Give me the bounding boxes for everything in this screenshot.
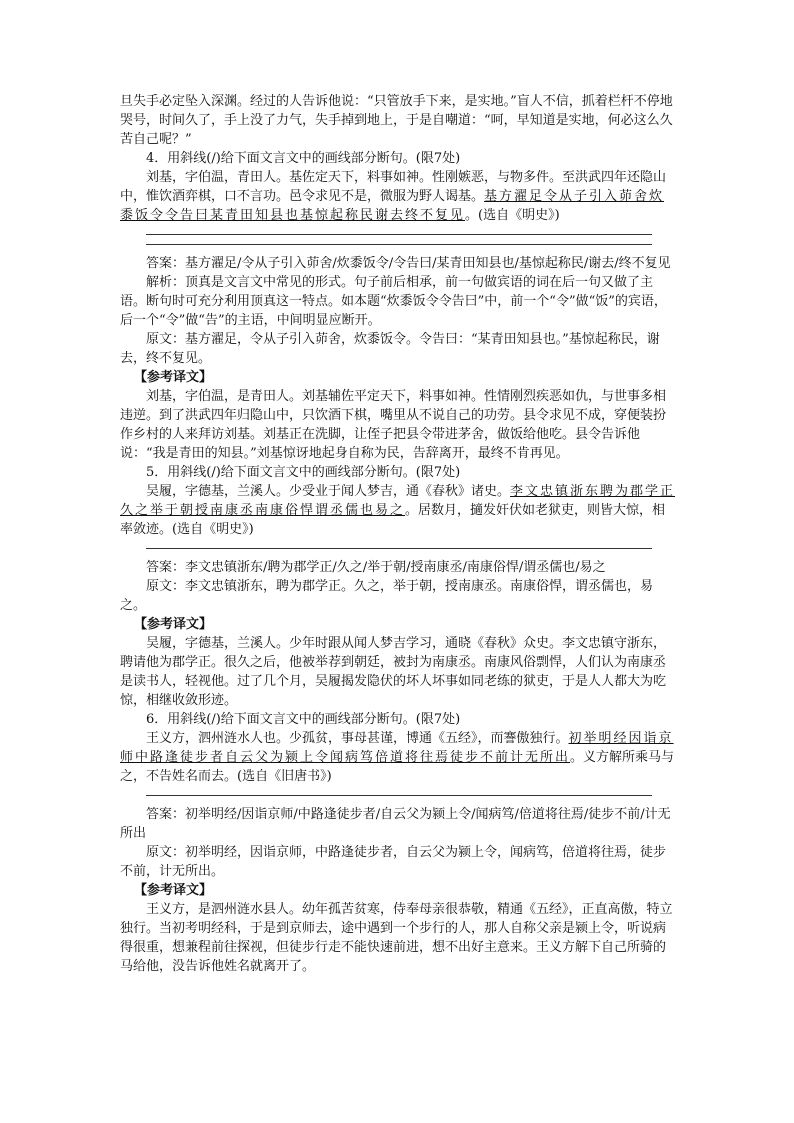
paragraph-text: 原文：李文忠镇浙东，聘为郡学正。久之，举于朝，授南康丞。南康俗悍，谓丞儒也，易之。 — [120, 579, 654, 613]
paragraph — [120, 729, 676, 786]
paragraph — [120, 634, 676, 710]
paragraph-text: 4．用斜线(/)给下面文言文中的画线部分断句。(限7处) — [146, 151, 461, 166]
answer-blank-line — [146, 244, 652, 245]
paragraph — [120, 710, 676, 729]
underlined-passage: 基方濯足令从子引入茆舍炊黍饭令令告曰某青田知县也基惊起称民谢去终不复见 — [120, 189, 665, 223]
paragraph-tail: 。义方解所乘马与之，不告姓名而去。(选自《旧唐书》) — [120, 750, 675, 784]
underlined-passage: 李文忠镇浙东聘为郡学正久之举于朝授南康丞南康俗悍谓丞儒也易之 — [120, 484, 676, 518]
paragraph — [120, 92, 676, 149]
paragraph-text: 答案：李文忠镇浙东/聘为郡学正/久之/举于朝/授南康丞/南康俗悍/谓丞儒也/易之 — [146, 560, 606, 575]
paragraph — [120, 558, 676, 577]
paragraph — [120, 900, 676, 976]
underlined-passage: 初举明经因诣京师中路逢徒步者自云父为颍上令闻病笃倍道将往焉徒步不前计无所出 — [120, 731, 674, 765]
paragraph — [120, 168, 676, 225]
paragraph-tail: 。居数月，擿发奸伏如老狱吏，则皆大惊，相率敛迹。(选自《明史》) — [120, 503, 666, 537]
paragraph-text: 旦失手必定坠入深渊。经过的人告诉他说：“只管放手下来，是实地。”盲人不信，抓着栏杆不停地哭号，时间久了，手上没了力气，失手掉到地上，于是自嘲道：“呵，早知道是实地，何必这么久苦自己呢？” — [120, 94, 673, 147]
paragraph — [120, 577, 676, 615]
paragraph — [120, 149, 676, 168]
paragraph-text: 刘基，字伯温，是青田人。刘基辅佐平定天下，料事如神。性情刚烈疾恶如仇，与世事多相违逆。到了洪武四年归隐山中，只饮酒下棋，嘴里从不说自己的功劳。县令求见不成，穿便装扮作乡村的人来拜访刘基。刘基正在洗脚，让侄子把县令带进茅舍，做饭给他吃。县令告诉他说：“我是青田的知县。”刘基惊讶地起身自称为民，告辞离开，最终不肯再见。 — [120, 389, 667, 461]
paragraph — [120, 843, 676, 881]
paragraph-text: 吴履，字德基，兰溪人。少受业于闻人梦吉，通《春秋》诸史。 — [146, 484, 511, 499]
section-heading — [120, 615, 676, 634]
paragraph — [120, 254, 676, 273]
document-page — [120, 92, 676, 976]
paragraph — [120, 463, 676, 482]
paragraph-tail: 。(选自《明史》) — [465, 208, 560, 223]
paragraph-text: 原文：初举明经，因诣京师，中路逢徒步者，自云父为颍上令，闻病笃，倍道将往焉，徒步不前，计无所出。 — [120, 845, 667, 879]
paragraph-text: 5．用斜线(/)给下面文言文中的画线部分断句。(限7处) — [146, 465, 461, 480]
section-heading — [120, 368, 676, 387]
paragraph-text: 原文：基方濯足，令从子引入茆舍，炊黍饭令。令告曰：“某青田知县也。”基惊起称民，谢去，终不复见。 — [120, 332, 660, 366]
paragraph-text: 王义方，泗州涟水人也。少孤贫，事母甚谨，博通《五经》，而謇傲独行。 — [146, 731, 569, 746]
paragraph-text: 王义方，是泗州涟水县人。幼年孤苦贫寒，侍奉母亲很恭敬，精通《五经》，正直高傲，特立独行。当初考明经科，于是到京师去，途中遇到一个步行的人，那人自称父亲是颍上令，听说病得很重，想兼程前往探视，但徒步行走不能快速前进，想不出好主意来。王义方解下自己所骑的马给他，没告诉他姓名就离开了。 — [120, 902, 673, 974]
paragraph — [120, 330, 676, 368]
paragraph — [120, 805, 676, 843]
paragraph-text: 【参考译文】 — [134, 370, 213, 385]
paragraph-text: 【参考译文】 — [134, 883, 213, 898]
paragraph-text: 【参考译文】 — [134, 617, 213, 632]
answer-blank-line — [146, 795, 652, 796]
paragraph — [120, 482, 676, 539]
paragraph — [120, 273, 676, 330]
paragraph-text: 吴履，字德基，兰溪人。少年时跟从闻人梦吉学习，通晓《春秋》众史。李文忠镇守浙东，聘请他为郡学正。很久之后，他被举荐到朝廷，被封为南康丞。南康风俗剽悍，人们认为南康丞是读书人，轻视他。过了几个月，吴履揭发隐伏的坏人坏事如同老练的狱吏，于是人人都大为吃惊，相继收敛形迹。 — [120, 636, 667, 708]
paragraph-text: 解析：顶真是文言文中常见的形式。句子前后相承，前一句做宾语的词在后一句又做了主语。断句时可充分利用顶真这一特点。如本题“炊黍饭令令告曰”中，前一个“令”做“饭”的宾语，后一个“令”做“告”的主语，中间明显应断开。 — [120, 275, 667, 328]
section-heading — [120, 881, 676, 900]
paragraph-text: 答案：初举明经/因诣京师/中路逢徒步者/自云父为颍上令/闻病笃/倍道将往焉/徒步不前/计无所出 — [120, 807, 671, 841]
answer-blank-line — [146, 234, 652, 235]
paragraph-text: 刘基，字伯温，青田人。基佐定天下，料事如神。性刚嫉恶，与物多件。至洪武四年还隐山中，惟饮酒弈棋，口不言功。邑令求见不是，微服为野人谒基。 — [120, 170, 667, 204]
answer-blank-line — [146, 548, 652, 549]
paragraph-text: 答案：基方濯足/令从子引入茆舍/炊黍饭令/令告曰/某青田知县也/基惊起称民/谢去/终不复见 — [146, 256, 671, 271]
paragraph — [120, 387, 676, 463]
paragraph-text: 6．用斜线(/)给下面文言文中的画线部分断句。(限7处) — [146, 712, 461, 727]
